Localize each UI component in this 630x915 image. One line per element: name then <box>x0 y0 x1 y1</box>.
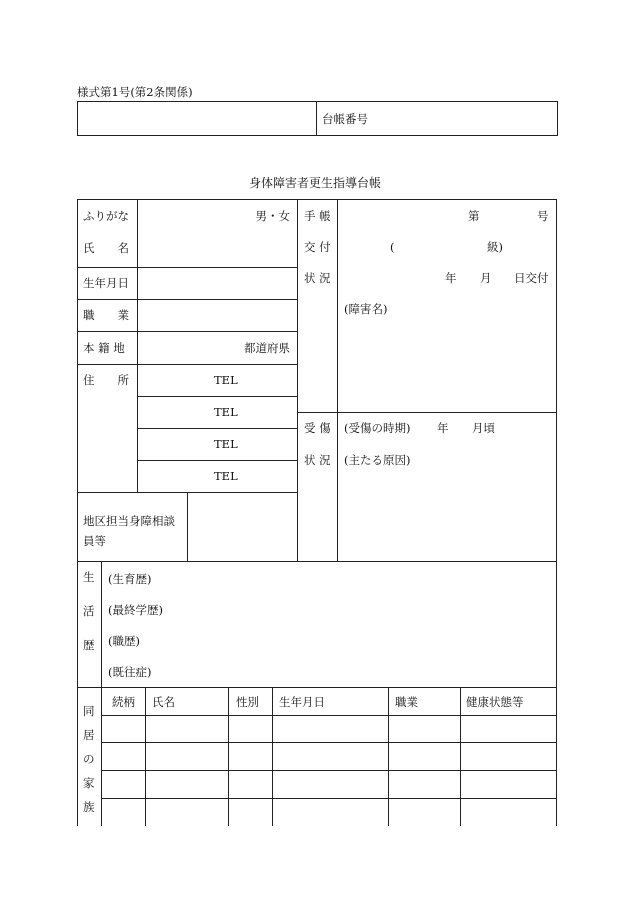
handbook-kyu: 級) <box>487 240 503 254</box>
injury-month: 月頃 <box>472 421 495 435</box>
handbook-label: 交 付 <box>304 240 331 254</box>
col-occupation: 職業 <box>395 695 418 709</box>
col-relationship: 続柄 <box>112 695 135 709</box>
family-label: 居 <box>83 728 95 742</box>
tel-label: TEL <box>214 373 238 387</box>
address-label: 住 所 <box>83 373 129 387</box>
table-row[interactable] <box>102 743 556 770</box>
ledger-number-value[interactable] <box>380 102 556 135</box>
tel-label: TEL <box>214 405 238 419</box>
upbringing-label: (生育歴) <box>108 572 152 586</box>
ledger-number-label: 台帳番号 <box>322 112 368 126</box>
gender-select[interactable]: 男・女 <box>255 209 290 223</box>
family-label: 同 <box>83 704 95 718</box>
col-health: 健康状態等 <box>466 695 524 709</box>
table-row[interactable] <box>102 716 556 742</box>
district-counselor-field[interactable] <box>188 493 296 560</box>
page-title: 身体障害者更生指導台帳 <box>248 176 381 190</box>
occupation-label: 職 業 <box>83 308 129 322</box>
handbook-kyu-open: ( <box>390 240 395 254</box>
district-counselor-label: 員等 <box>83 534 106 548</box>
col-birthdate: 生年月日 <box>279 695 325 709</box>
occupation-field[interactable] <box>138 300 296 331</box>
handbook-label: 状 況 <box>304 271 331 285</box>
family-label: の <box>83 752 95 766</box>
form-number: 様式第1号(第2条関係) <box>77 85 193 99</box>
col-name: 氏名 <box>152 695 175 709</box>
life-history-label: 歴 <box>83 638 95 652</box>
district-counselor-label: 地区担当身障相談 <box>83 514 175 528</box>
ledger-number-field[interactable] <box>78 102 315 135</box>
disability-name-label: (障害名) <box>344 302 388 316</box>
table-row[interactable] <box>102 799 556 826</box>
birthdate-field[interactable] <box>138 268 296 299</box>
family-label: 家 <box>83 776 95 790</box>
handbook-issued-day: 日交付 <box>514 271 549 285</box>
injury-label: 状 況 <box>304 453 331 467</box>
table-row[interactable] <box>102 771 556 798</box>
injury-time-label: (受傷の時期) <box>344 421 411 435</box>
name-label: 氏 名 <box>83 241 129 255</box>
handbook-label: 手 帳 <box>304 209 331 223</box>
injury-cause-label: (主たる原因) <box>344 453 411 467</box>
furigana-label: ふりがな <box>83 209 129 223</box>
col-gender: 性別 <box>236 695 259 709</box>
medical-history-label: (既往症) <box>108 665 152 679</box>
injury-year: 年 <box>437 421 449 435</box>
birthdate-label: 生年月日 <box>83 276 129 290</box>
education-label: (最終学歴) <box>108 603 163 617</box>
tel-label: TEL <box>214 469 238 483</box>
life-history-label: 生 <box>83 570 95 584</box>
handbook-dai: 第 <box>468 209 480 223</box>
prefecture-label: 都道府県 <box>244 341 290 355</box>
tel-label: TEL <box>214 437 238 451</box>
handbook-go: 号 <box>537 209 549 223</box>
handbook-year: 年 <box>445 271 457 285</box>
family-label: 族 <box>83 800 95 814</box>
name-field[interactable] <box>138 228 296 266</box>
handbook-month: 月 <box>480 271 492 285</box>
honseki-label: 本 籍 地 <box>83 341 125 355</box>
work-history-label: (職歴) <box>108 634 140 648</box>
life-history-label: 活 <box>83 604 95 618</box>
injury-label: 受 傷 <box>304 421 331 435</box>
